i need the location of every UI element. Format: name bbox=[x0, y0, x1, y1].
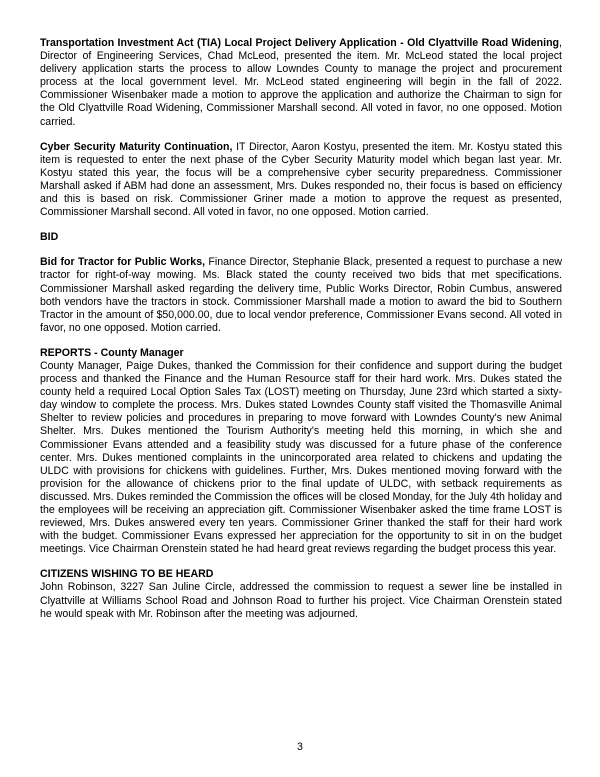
tractor-paragraph bbox=[40, 256, 562, 335]
tia-paragraph bbox=[40, 37, 562, 129]
bid-heading: BID bbox=[40, 231, 59, 244]
citizens-heading: CITIZENS WISHING TO BE HEARD bbox=[40, 568, 214, 581]
tia-item-title: Transportation Investment Act (TIA) Local Project Delivery Application - Old Clyattville Road Widening bbox=[40, 37, 560, 49]
tia-item-body: , Director of Engineering Services, Chad McLeod, presented the item. Mr. McLeod stated the local project delivery application starts the process to allow Lowndes County to manage the project and procurement process at the local government level. Mr. McLeod stated engineering will begin in the fall of 2022. Commissioner Wisenbaker made a motion to approve the application and authorize the Chairman to sign for the Old Clyattville Road Widening, Commissioner Marshall second. All voted in favor, no one opposed. Motion carried. bbox=[40, 37, 562, 128]
minutes-page bbox=[40, 37, 562, 621]
cyber-item-body: IT Director, Aaron Kostyu, presented the item. Mr. Kostyu stated this item is requested to enter the next phase of the Cyber Security Maturity model which began last year. Mr. Kostyu stated this year, the focus will be a comprehensive cyber security preparedness. Commissioner Marshall asked if ABM had done an assessment, Mrs. Dukes responded no, their focus is based on efficiency and this is based on risk. Commissioner Griner made a motion to approve the request as presented, Commissioner Marshall second. All voted in favor, no one opposed. Motion carried. bbox=[40, 140, 562, 219]
tractor-item-title: Bid for Tractor for Public Works, bbox=[40, 256, 206, 269]
tractor-item-body: Finance Director, Stephanie Black, presented a request to purchase a new tractor for right-of-way mowing. Ms. Black stated the county received two bids that met specifications. Commissioner Marshall asked regarding the delivery time, Public Works Director, Robin Cumbus, answered both vendors have the tractors in stock. Commissioner Marshall made a motion to award the bid to Southern Tractor in the amount of $50,000.00, due to local vendor preference, Commissioner Evans second. All voted in favor, no one opposed. Motion carried. bbox=[40, 256, 563, 334]
reports-heading: REPORTS - County Manager bbox=[40, 346, 184, 359]
reports-paragraph: County Manager, Paige Dukes, thanked the Commission for their confidence and support during the budget process and thanked the Finance and the Human Resource staff for their hard work. Mrs. Dukes stated the county held a required Local Option Sales Tax (LOST) meeting on Thursday, June 23rd which started a sixty-day window to complete the process. Mrs. Dukes stated Lowndes County staff visited the Thomasville Animal Shelter to review policies and procedures in preparing to move forward with Lowndes County's new Animal Shelter. Mrs. Dukes mentioned the Tourism Authority's meeting held this morning, in which she and Commissioner Evans attended and a feasibility study was discussed for a future phase of the conference center. Mrs. Dukes mentioned complaints in the unincorporated area related to chickens and updating the ULDC with provisions for chickens with guidelines. Further, Mrs. Dukes mentioned moving forward with the provision for the allowance of chickens prior to the final update of ULDC, with setback requirements as discussed. Mrs. Dukes reminded the Commission the offices will be closed Monday, for the July 4th holiday and the employees will be receiving an appreciation gift. Commissioner Wisenbaker asked the time frame LOST is reviewed, Mrs. Dukes answered every ten years. Commissioner Griner thanked the staff for their hard work with the budget. Commissioner Evans expressed her appreciation for the opportunity to sit in on the budget meetings. Vice Chairman Orenstein stated he had heard great reviews regarding the budget process this year. bbox=[40, 359, 562, 556]
citizens-paragraph: John Robinson, 3227 San Juline Circle, addressed the commission to request a sewer line be installed in Clyattville at Williams School Road and Johnson Road to further his project. Vice Chairman Orenstein stated he would speak with Mr. Robinson after the meeting was adjourned. bbox=[40, 581, 562, 620]
cyber-item-title: Cyber Security Maturity Continuation, bbox=[40, 140, 233, 153]
cyber-paragraph bbox=[40, 141, 562, 220]
page-number: 3 bbox=[297, 741, 303, 753]
